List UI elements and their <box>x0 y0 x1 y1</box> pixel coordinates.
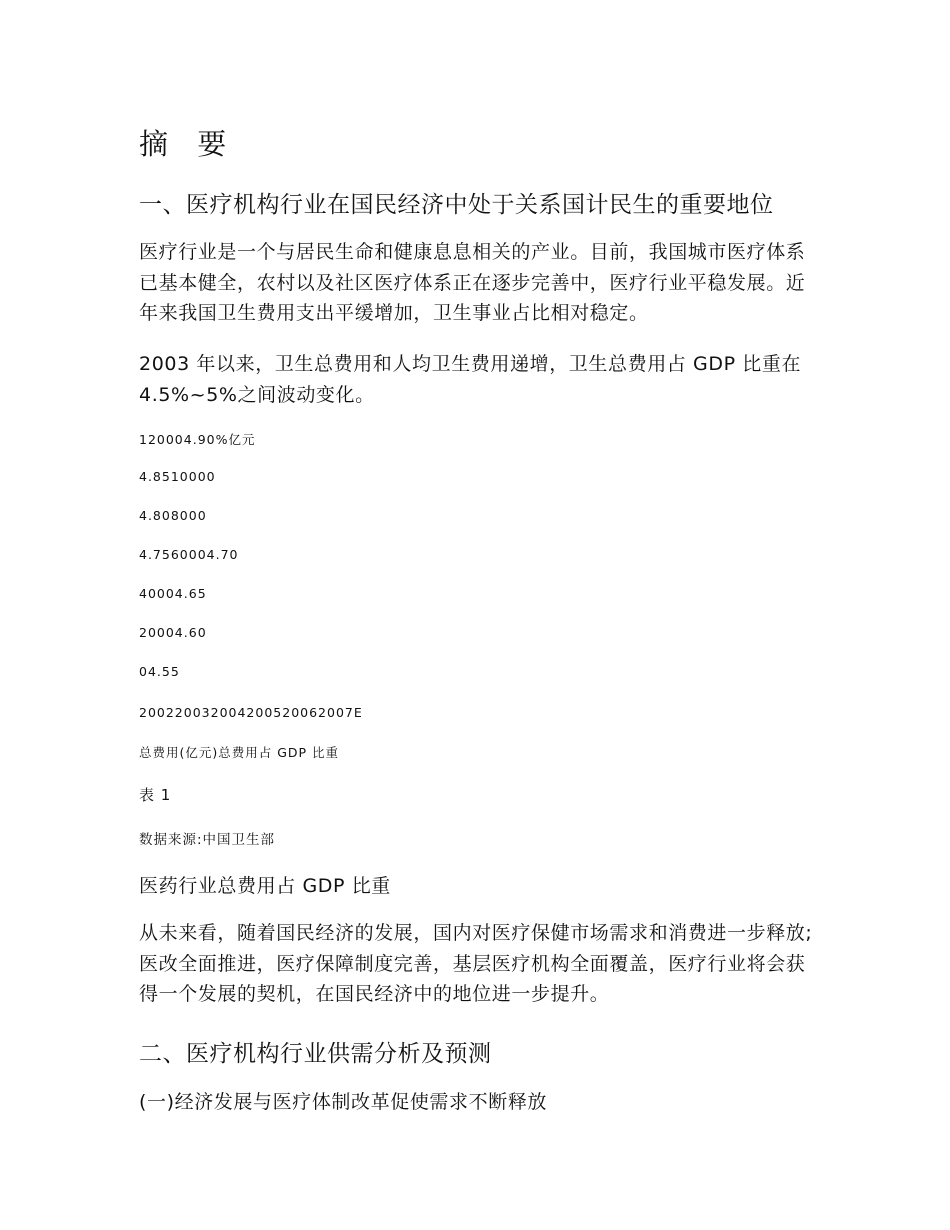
section-2-subheading: (一)经济发展与医疗体制改革促使需求不断释放 <box>139 1091 548 1113</box>
page-title: 摘 要 <box>139 127 237 161</box>
chart-text-line: 120004.90%亿元 <box>139 432 256 447</box>
chart-text-line: 04.55 <box>139 664 180 679</box>
section-1-paragraph-2: 2003 年以来，卫生总费用和人均卫生费用递增，卫生总费用占 GDP 比重在 4.5%~5%之间波动变化。 <box>139 353 802 406</box>
chart-text-line: 4.808000 <box>139 508 207 523</box>
data-source: 数据来源:中国卫生部 <box>139 832 276 848</box>
chart-caption: 医药行业总费用占 GDP 比重 <box>139 875 391 897</box>
chart-text-line: 4.8510000 <box>139 469 216 484</box>
section-2-heading: 二、医疗机构行业供需分析及预测 <box>139 1041 492 1067</box>
section-1-heading: 一、医疗机构行业在国民经济中处于关系国计民生的重要地位 <box>139 192 774 218</box>
section-1-paragraph-3: 从未来看，随着国民经济的发展，国内对医疗保健市场需求和消费进一步释放;医改全面推进，医疗保障制度完善，基层医疗机构全面覆盖，医疗行业将会获得一个发展的契机，在国民经济中的地位进一步提升。 <box>139 922 813 1005</box>
chart-text-line: 40004.65 <box>139 586 207 601</box>
section-1-paragraph-1: 医疗行业是一个与居民生命和健康息息相关的产业。目前，我国城市医疗体系已基本健全，农村以及社区医疗体系正在逐步完善中，医疗行业平稳发展。近年来我国卫生费用支出平缓增加，卫生事业占比相对稳定。 <box>139 241 806 324</box>
chart-text-line: 4.7560004.70 <box>139 547 239 562</box>
chart-text-line: 20004.60 <box>139 625 207 640</box>
chart-text-line: 200220032004200520062007E <box>139 705 363 720</box>
table-label: 表 1 <box>139 786 172 804</box>
chart-legend-text: 总费用(亿元)总费用占 GDP 比重 <box>139 745 340 760</box>
